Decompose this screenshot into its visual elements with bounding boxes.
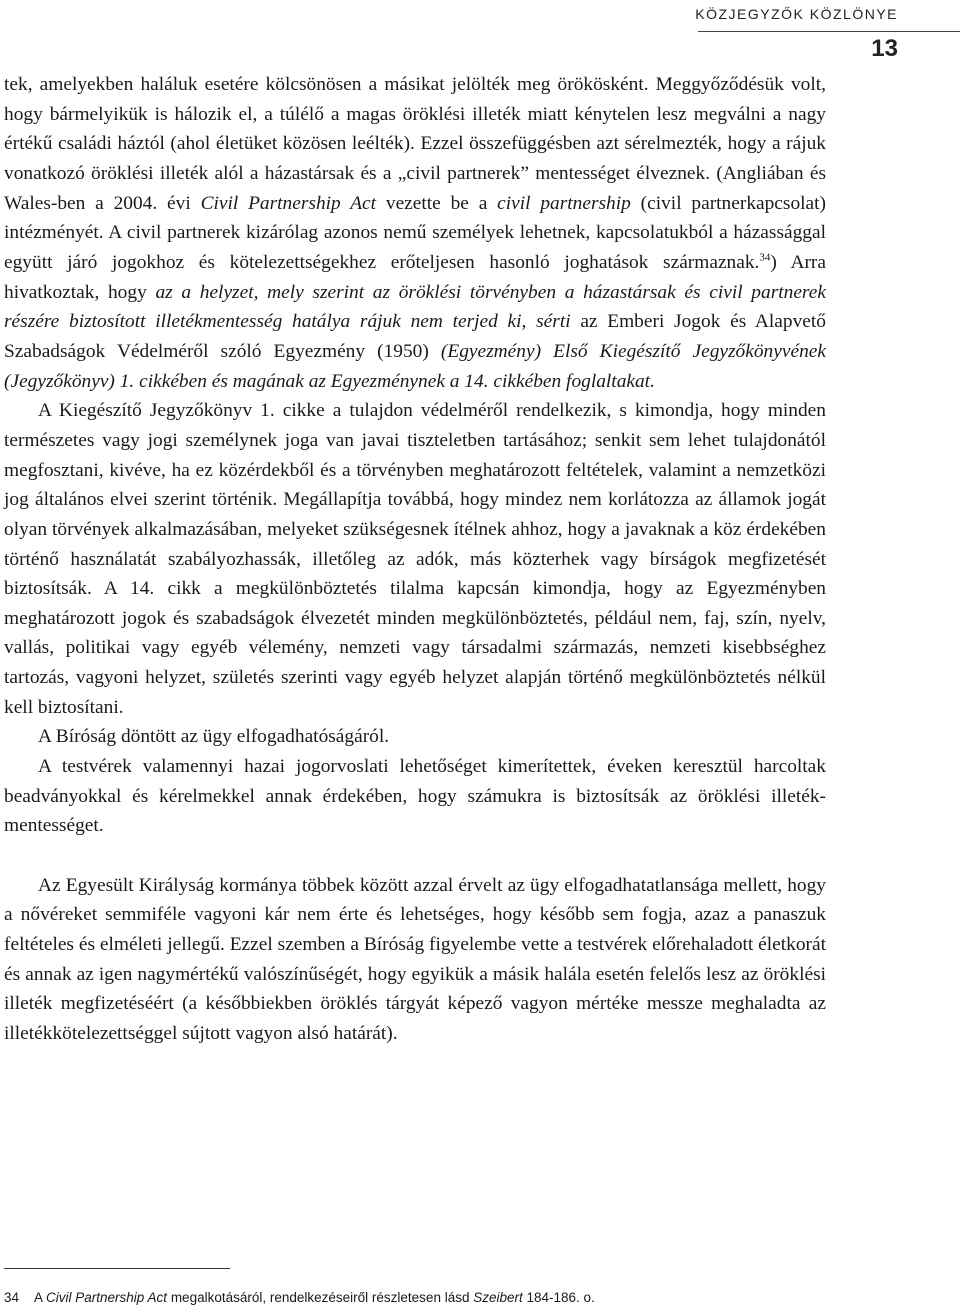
text-run: (civil partnerkapcsolat) intézményét. A civil partnerek kizárólag azonos nemű személyek lehetnek, kapcsolatukból a házassággal együtt járó jogokhoz és kötelezettségekhez erőteljesen hasonló joghatások származnak. — [4, 192, 826, 273]
paragraph — [4, 396, 826, 722]
italic-text: Szeibert — [473, 1290, 523, 1305]
paragraph — [4, 752, 826, 841]
text-run: A testvérek valamennyi hazai jogorvoslati lehetőséget kimerítettek, éveken keresztül harcoltak beadványokkal és kérelmekkel annak érdekében, hogy számukra is biztosítsák az öröklési illeték-mentességet. — [4, 756, 826, 837]
footnote-rule — [4, 1268, 230, 1269]
text-run: A Bíróság döntött az ügy elfogadhatóságáról. — [38, 726, 390, 748]
paragraph — [4, 722, 826, 752]
footnote — [4, 1289, 904, 1307]
text-run: A Kiegészítő Jegyzőkönyv 1. cikke a tulajdon védelméről rendelkezik, s kimondja, hogy minden természetes vagy jogi személynek joga van javai tiszteletben tartásához; senkit sem lehet tulajdonától megfosztani, kivéve, ha ez közérdekből és a törvényben meghatározott feltételek, valamint a nemzetközi jog általános elvei szerint történik. Megállapítja továbbá, hogy mindez nem korlátozza az államok jogát olyan törvények alkalmazásában, melyeket szükségesnek ítélnek ahhoz, hogy a javaknak a köz érdekében történő használatát szabályozhassák, illetőleg az adók, más közterhek vagy bírságok megfizetését biztosítsák. A 14. cikk a megkülönböztetés tilalma kapcsán kimondja, hogy az Egyezményben meghatározott jogok és szabadságok élvezetét minden megkülönböztetés, például nem, faj, szín, nyelv, vallás, politikai vagy egyéb vélemény, nemzeti vagy társadalmi származás, nemzeti kisebbséghez tartozás, vagyoni helyzet, születés szerinti vagy egyéb helyzet alapján történő megkülönböztetés nélkül kell biztosítani. — [4, 400, 826, 718]
italic-text: (Egyezmény) Első Kiegészítő Jegyzőkönyvének (Jegyzőkönyv) 1. cikkében és magának az Egyezménynek a 14. cikkében foglaltakat. — [4, 340, 826, 392]
text-run: A — [34, 1290, 47, 1305]
journal-title: KÖZJEGYZŐK KÖZLÖNYE — [695, 6, 898, 22]
text-run: megalkotásáról, rendelkezéseiről részletesen lásd — [167, 1290, 474, 1305]
italic-text: az a helyzet, mely szerint az öröklési törvényben a házastársak és civil partnerek részére biztosított illetékmentesség hatálya rájuk nem terjed ki, sérti — [4, 281, 826, 333]
italic-text: civil partnership — [497, 192, 631, 214]
page-number: 13 — [871, 35, 898, 62]
body-text — [4, 70, 826, 1049]
text-run: 184-186. o. — [522, 1290, 595, 1305]
text-run: Az Egyesült Királyság kormánya többek között azzal érvelt az ügy elfogadhatatlansága mellett, hogy a nővéreket semmiféle vagyoni kár nem érte és lehetséges, hogy később sem fogja, azaz a panaszuk feltételes és elméleti jellegű. Ezzel szemben a Bíróság figyelembe vette a testvérek előrehaladott életkorát és annak az igen nagymértékű valószínűségét, hogy egyikük a másik halála esetén felelős lesz az öröklési illeték megfizetéséért (a későbbiekben öröklés tárgyát képező vagyon mértéke messze meghaladta az illetékkötelezettséggel sújtott vagyon alsó határát). — [4, 874, 826, 1044]
paragraph — [4, 70, 826, 396]
paragraph — [4, 871, 826, 1049]
footnote-text — [34, 1290, 595, 1305]
text-run: ) Arra hivatkoztak, hogy — [4, 251, 826, 303]
italic-text: Civil Partnership Act — [200, 192, 377, 214]
text-run: tek, amelyekben haláluk esetére kölcsönösen a másikat jelölték meg örökösként. Meggyőződésük volt, hogy bármelyikük is hálozik el, a túlélő a magas öröklési illeték miatt kénytelen lesz megválni a nagy értékű családi háztól (ahol életüket közösen leélték). Ezzel összefüggésben azt sérelmezték, hogy a rájuk vonatkozó öröklési illeték alól a házastársak és a „civil partnerek” mentességet élveznek. (Angliában és Wales-ben a 2004. évi — [4, 74, 826, 214]
header-rule — [698, 31, 960, 32]
text-run: vezette be a — [376, 192, 498, 214]
text-run: az Emberi Jogok és Alapvető Szabadságok Védelméről szóló Egyezmény (1950) — [4, 311, 826, 362]
italic-text: Civil Partnership Act — [46, 1290, 168, 1305]
footnote-ref: 34 — [759, 251, 771, 264]
footnote-number: 34 — [4, 1290, 20, 1305]
